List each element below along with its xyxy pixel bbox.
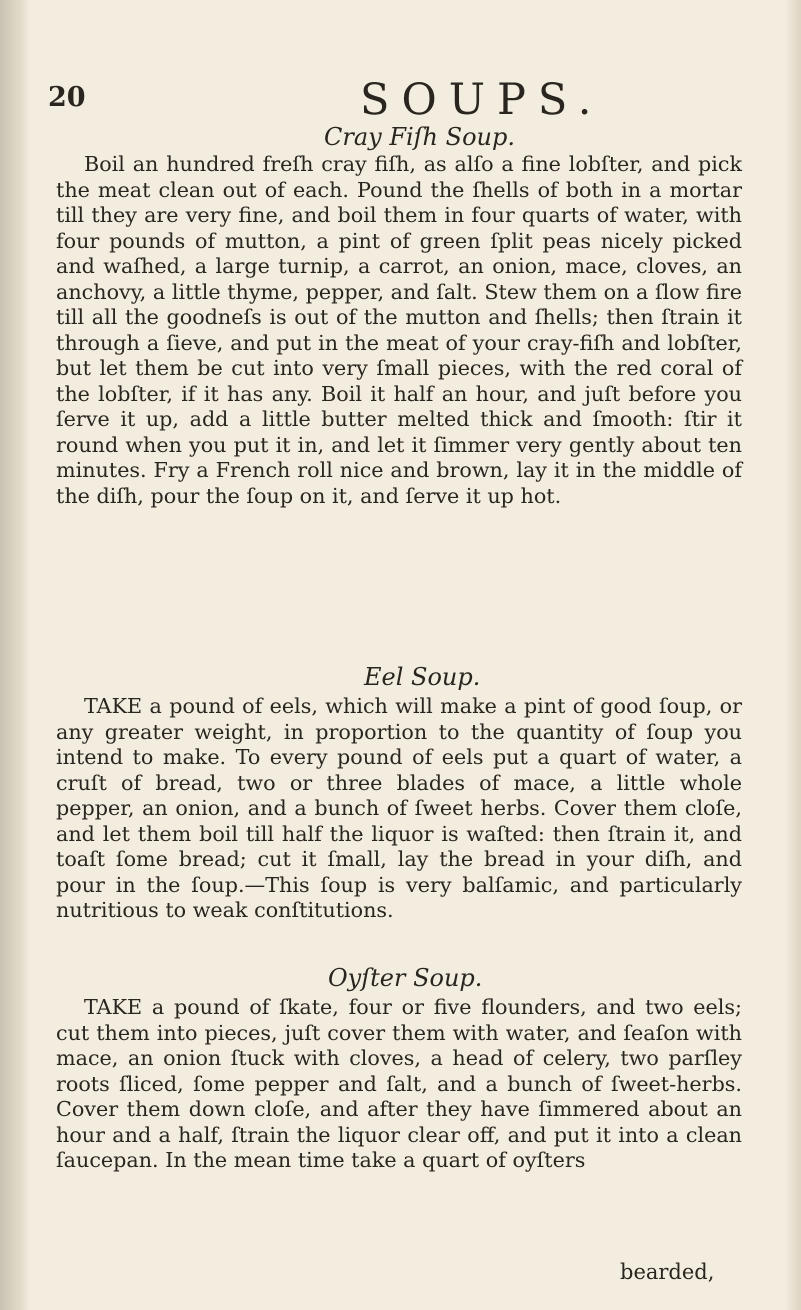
recipe-title-cray-fish: Cray Fiſh Soup. xyxy=(324,123,515,151)
recipe-body-eel xyxy=(56,694,742,924)
recipe-body-cray-fish xyxy=(56,152,742,509)
catchword: bearded, xyxy=(620,1260,715,1284)
page-number: 20 xyxy=(48,82,86,113)
running-title: SOUPS. xyxy=(360,75,604,125)
recipe-text: TAKE a pound of eels, which will make a pint of good ſoup, or any greater weight, in proportion to the quantity of ſoup you intend to make. To every pound of eels put a quart of water, a cruſt of bread, two or three blades of mace, a little whole pepper, an onion, and a bunch of ſweet herbs. Cover them cloſe, and let them boil till half the liquor is waſted: then ſtrain it, and toaſt ſome bread; cut it ſmall, lay the bread in your diſh, and pour in the ſoup.—This ſoup is very balſamic, and particularly nutritious to weak conſtitutions. xyxy=(56,694,742,922)
recipe-title-oyster: Oyſter Soup. xyxy=(328,964,483,992)
recipe-text: Boil an hundred freſh cray fiſh, as alſo a fine lobſter, and pick the meat clean out of each. Pound the ſhells of both in a mortar till they are very fine, and boil them in four quarts of water, with four pounds of mutton, a pint of green ſplit peas nicely picked and waſhed, a large turnip, a carrot, an onion, mace, cloves, an anchovy, a little thyme, pepper, and ſalt. Stew them on a ſlow fire till all the goodneſs is out of the mutton and ſhells; then ſtrain it through a ſieve, and put in the meat of your cray-fiſh and lobſter, but let them be cut into very ſmall pieces, with the red coral of the lobſter, if it has any. Boil it half an hour, and juſt before you ſerve it up, add a little butter melted thick and ſmooth: ſtir it round when you put it in, and let it ſimmer very gently about ten minutes. Fry a French roll nice and brown, lay it in the middle of the diſh, pour the ſoup on it, and ſerve it up hot. xyxy=(56,152,742,508)
recipe-body-oyster xyxy=(56,995,742,1174)
recipe-text: TAKE a pound of ſkate, four or five flounders, and two eels; cut them into pieces, juſt cover them with water, and ſeaſon with mace, an onion ſtuck with cloves, a head of celery, two parſley roots ſliced, ſome pepper and ſalt, and a bunch of ſweet-herbs. Cover them down cloſe, and after they have ſimmered about an hour and a half, ſtrain the liquor clear off, and put it into a clean ſaucepan. In the mean time take a quart of oyſters xyxy=(56,995,742,1172)
recipe-title-eel: Eel Soup. xyxy=(364,663,481,691)
